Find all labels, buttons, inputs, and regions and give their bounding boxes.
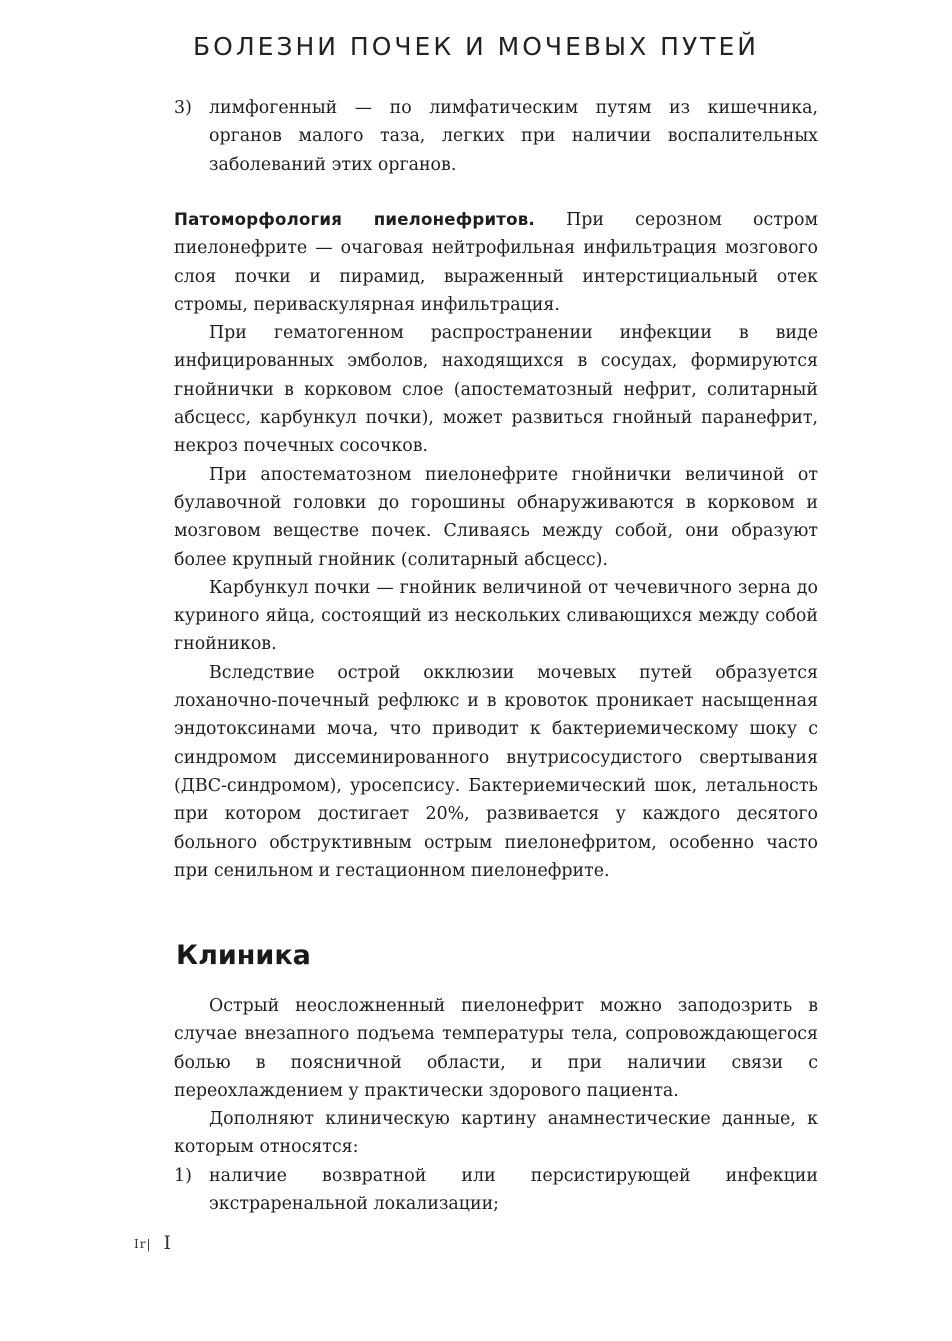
paragraph: Вследствие острой окклюзии мочевых путей образуется лоханочно-почечный рефлюкс и в кровоток проникает насыщенная эндотоксинами моча, что приводит к бактериемическому шоку с синдромом диссеминированного внутрисосудистого свертывания (ДВС-синдромом), уросепсису. Бактериемический шок, летальность при котором достигает 20%, развивается у каждого десятого больного обструктивным острым пиелонефритом, особенно часто при сенильном и гестационном пиелонефрите. bbox=[174, 662, 818, 881]
clinic-section bbox=[174, 992, 818, 1218]
list-item-text: лимфогенный — по лимфатическим путям из кишечника, органов малого таза, легких при наличии воспалительных заболеваний этих органов. bbox=[209, 98, 818, 175]
list-item bbox=[174, 1162, 818, 1219]
page-folio bbox=[134, 1232, 171, 1254]
paragraph: Карбункул почки — гнойник величиной от чечевичного зерна до куриного яйца, состоящий из нескольких сливающихся между собой гнойников. bbox=[174, 577, 818, 655]
list-item-text: наличие возвратной или персистирующей инфекции экстраренальной локализации; bbox=[209, 1165, 818, 1215]
list-number: 1) bbox=[174, 1165, 192, 1186]
paragraph: Дополняют клиническую картину анамнестические данные, к которым относятся: bbox=[174, 1109, 818, 1158]
paragraph: Острый неосложненный пиелонефрит можно заподозрить в случае внезапного подъема температуры тела, сопровождающегося болью в поясничной области, и при наличии связи с переохлаждением у практически здорового пациента. bbox=[174, 996, 818, 1101]
paragraph: При гематогенном распространении инфекции в виде инфицированных эмболов, находящихся в сосудах, формируются гнойнички в корковом слое (апостематозный нефрит, солитарный абсцесс, карбункул почки), может развиться гнойный паранефрит, некроз почечных сосочков. bbox=[174, 323, 818, 457]
list-number: 3) bbox=[174, 98, 192, 118]
paragraph-text: При серозном остром пиелонефрите — очаговая нейтрофильная инфильтрация мозгового слоя почки и пирамид, выраженный интерстициальный отек стромы, периваскулярная инфильтрация. bbox=[174, 210, 818, 315]
pathomorphology-section bbox=[174, 206, 818, 885]
paragraph bbox=[174, 206, 818, 319]
section-title: Клиника bbox=[176, 940, 311, 971]
list-item bbox=[174, 94, 818, 179]
folio-mark: Ir| bbox=[134, 1237, 152, 1251]
paragraph: При апостематозном пиелонефрите гнойнички величиной от булавочной головки до горошины обнаруживаются в корковом и мозговом веществе почек. Сливаясь между собой, они образуют более крупный гнойник (солитарный абсцесс). bbox=[174, 464, 818, 570]
running-title: БОЛЕЗНИ ПОЧЕК И МОЧЕВЫХ ПУТЕЙ bbox=[193, 32, 759, 61]
page-number: I bbox=[163, 1232, 172, 1254]
paragraph-lead-heading: Патоморфология пиелонефритов. bbox=[174, 210, 535, 229]
top-list bbox=[174, 94, 818, 179]
